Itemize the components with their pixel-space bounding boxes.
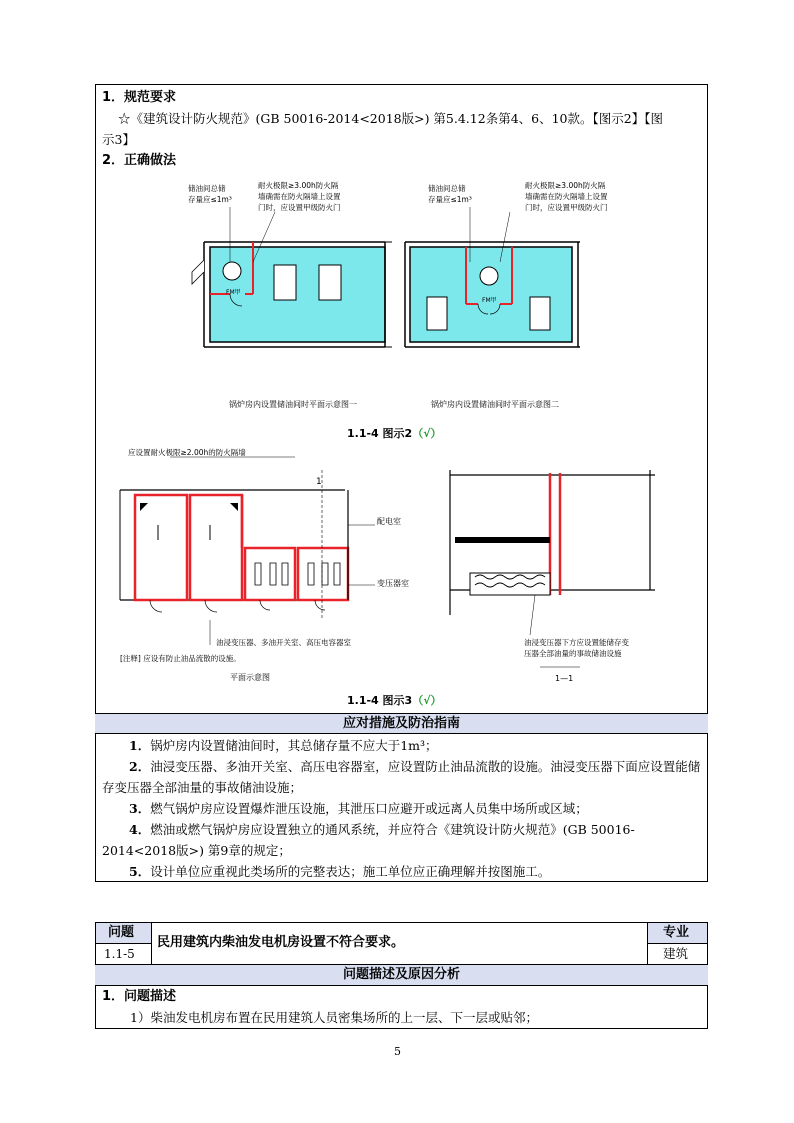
measures-item-4: [102, 819, 702, 861]
measures-num-5: 5．: [129, 864, 151, 879]
fig2-caption: [347, 425, 442, 441]
boiler-plan-right: [405, 207, 580, 347]
fig3-check: （√）: [412, 694, 442, 707]
analysis-bar: 问题描述及原因分析: [95, 964, 708, 986]
measures-num-1: 1．: [129, 738, 151, 753]
sec1-heading: 1．规范要求: [102, 90, 177, 105]
fig3-label-pit: 油浸变压器下方应设置能储存变 压器全部油量的事故储油设施: [524, 638, 629, 658]
measures-text-5: 设计单位应重视此类场所的完整表达；施工单位应正确理解并按图施工。: [150, 864, 551, 879]
transformer-plan: [120, 457, 375, 645]
measures-num-3: 3．: [129, 801, 151, 816]
fig2-label-oil-left: 储油间总储 存量应≤1m³: [188, 184, 232, 204]
measures-item-3: [102, 798, 702, 819]
measures-text-4: 燃油或燃气锅炉房应设置独立的通风系统，并应符合《建筑设计防火规范》(GB 50016-2014<2018版>) 第9章的规定；: [102, 822, 635, 858]
desc-heading: 1．问题描述: [102, 989, 177, 1004]
problem-code: 1.1-5: [104, 947, 135, 961]
sec2-heading: 2．正确做法: [102, 153, 177, 168]
sec1-ref-line1: ☆《建筑设计防火规范》(GB 50016-2014<2018版>) 第5.4.12条第4、6、10款。【图示2】【图: [118, 111, 663, 126]
fig2-title-right: 锅炉房内设置储油间时平面示意图二: [431, 400, 559, 409]
fig2-label-oil-right: 储油间总储 存量应≤1m³: [428, 184, 472, 204]
fig2-check: （√）: [412, 427, 442, 440]
door-mark-right: FM甲: [482, 297, 497, 304]
sec1-ref-line2: 示3】: [102, 132, 135, 147]
measures-item-5: [102, 861, 702, 882]
measures-text-1: 锅炉房内设置储油间时，其总储存量不应大于1m³；: [150, 738, 438, 753]
fig3-label-wall: 应设置耐火极限≥2.00h的防火隔墙: [128, 448, 246, 457]
measures-text-3: 燃气锅炉房应设置爆炸泄压设施，其泄压口应避开或远离人员集中场所或区域；: [150, 801, 588, 816]
fig3-section-mark: 1: [316, 477, 322, 487]
fig3-label-transformer: 变压器室: [377, 579, 409, 588]
problem-title: 民用建筑内柴油发电机房设置不符合要求。: [157, 935, 405, 950]
desc-1: 1）柴油发电机房布置在民用建筑人员密集场所的上一层、下一层或贴邻；: [130, 1010, 538, 1025]
measures-item-1: [102, 735, 702, 756]
fig3-label-rooms: 油浸变压器、多油开关室、高压电容器室: [216, 638, 351, 647]
fig3-caption-num: 1.1-4 图示3: [347, 694, 413, 707]
major-label: 专业: [663, 925, 690, 940]
fig3-title-section: 1—1: [555, 674, 574, 683]
measures-bar: 应对措施及防治指南: [95, 713, 708, 734]
measures-num-2: 2．: [129, 759, 151, 774]
fig3-label-distribution: 配电室: [377, 517, 401, 526]
fig3-title-plan: 平面示意图: [230, 673, 270, 682]
fig2-label-wall-left: 耐火极限≥3.00h防火隔 墙确需在防火隔墙上设置 门时，应设置甲级防火门: [258, 181, 341, 212]
fig3-caption: [347, 692, 442, 708]
fig2-caption-num: 1.1-4 图示2: [347, 427, 413, 440]
fig3-note: [注释] 应设有防止油品流散的设施。: [120, 654, 241, 663]
fig2-label-wall-right: 耐火极限≥3.00h防火隔 墙确需在防火隔墙上设置 门时，应设置甲级防火门: [525, 181, 608, 212]
measures-text-2: 油浸变压器、多油开关室、高压电容器室，应设置防止油品流散的设施。油浸变压器下面应设置能储存变压器全部油量的事故储油设施；: [102, 759, 701, 795]
boiler-plan-left: [192, 207, 392, 347]
problem-label: 问题: [108, 925, 135, 940]
major-value: 建筑: [663, 946, 689, 961]
door-mark-left: FM甲: [226, 289, 241, 296]
measures-item-2: [102, 756, 702, 798]
fig2-title-left: 锅炉房内设置储油间时平面示意图一: [229, 400, 357, 409]
measures-num-4: 4．: [129, 822, 151, 837]
page-number: 5: [394, 1045, 401, 1058]
